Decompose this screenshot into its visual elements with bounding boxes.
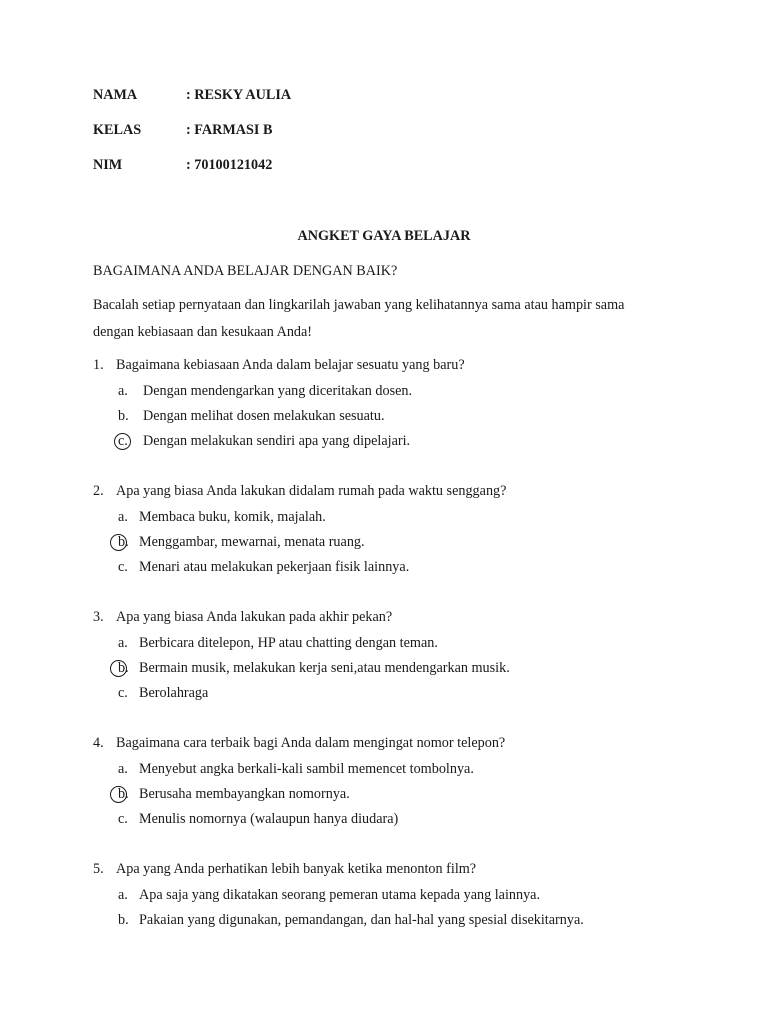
option-letter: c.	[118, 559, 128, 575]
option-letter: c.	[118, 811, 128, 827]
option-letter: a.	[118, 509, 128, 525]
option-text: Berusaha membayangkan nomornya.	[139, 786, 350, 802]
option-letter: b.	[118, 534, 129, 550]
option-text: Menulis nomornya (walaupun hanya diudara)	[139, 811, 399, 827]
option-text: Dengan melakukan sendiri apa yang dipelajari.	[143, 433, 411, 449]
option-text: Apa saja yang dikatakan seorang pemeran utama kepada yang lainnya.	[139, 887, 541, 903]
option-text: Bermain musik, melakukan kerja seni,atau mendengarkan musik.	[139, 660, 510, 676]
option-letter: c.	[118, 433, 128, 449]
identity-nama-value: : RESKY AULIA	[186, 87, 292, 103]
option-letter: c.	[118, 685, 128, 701]
option-text: Menggambar, mewarnai, menata ruang.	[139, 534, 365, 550]
identity-kelas-row	[93, 122, 272, 139]
question-number: 5.	[93, 861, 104, 877]
option-text: Dengan mendengarkan yang diceritakan dosen.	[143, 383, 413, 399]
option-text: Dengan melihat dosen melakukan sesuatu.	[143, 408, 385, 424]
document-subtitle: BAGAIMANA ANDA BELAJAR DENGAN BAIK?	[93, 263, 398, 279]
option-letter: a.	[118, 887, 128, 903]
question-text: Apa yang Anda perhatikan lebih banyak ketika menonton film?	[116, 861, 477, 877]
identity-nama-label: NAMA	[93, 87, 138, 103]
option-letter: b.	[118, 786, 129, 802]
option-text: Menari atau melakukan pekerjaan fisik lainnya.	[139, 559, 410, 575]
question-text: Bagaimana cara terbaik bagi Anda dalam mengingat nomor telepon?	[116, 735, 506, 751]
answer-circle-mark	[110, 660, 127, 677]
answer-circle-mark	[114, 433, 131, 450]
option-letter: b.	[118, 408, 129, 424]
question-text: Apa yang biasa Anda lakukan didalam rumah pada waktu senggang?	[116, 483, 507, 499]
option-text: Berbicara ditelepon, HP atau chatting dengan teman.	[139, 635, 438, 651]
identity-kelas-label: KELAS	[93, 122, 142, 138]
option-text: Berolahraga	[139, 685, 209, 701]
document-title: ANGKET GAYA BELAJAR	[297, 228, 471, 244]
question-text: Apa yang biasa Anda lakukan pada akhir pekan?	[116, 609, 393, 625]
identity-nim-row	[93, 157, 272, 174]
option-letter: a.	[118, 635, 128, 651]
identity-nama-row	[93, 87, 291, 104]
question-number: 1.	[93, 357, 104, 373]
option-text: Membaca buku, komik, majalah.	[139, 509, 326, 525]
question-number: 3.	[93, 609, 104, 625]
instruction-line-2: dengan kebiasaan dan kesukaan Anda!	[93, 324, 313, 340]
option-text: Pakaian yang digunakan, pemandangan, dan hal-hal yang spesial disekitarnya.	[139, 912, 584, 928]
option-letter: b.	[118, 660, 129, 676]
question-number: 2.	[93, 483, 104, 499]
instruction-line-1: Bacalah setiap pernyataan dan lingkarilah jawaban yang kelihatannya sama atau hampir sama	[93, 297, 625, 313]
question-number: 4.	[93, 735, 104, 751]
option-text: Menyebut angka berkali-kali sambil memencet tombolnya.	[139, 761, 474, 777]
identity-nim-label: NIM	[93, 157, 123, 173]
option-letter: b.	[118, 912, 129, 928]
question-text: Bagaimana kebiasaan Anda dalam belajar sesuatu yang baru?	[116, 357, 465, 373]
identity-kelas-value: : FARMASI B	[186, 122, 273, 138]
identity-nim-value: : 70100121042	[186, 157, 273, 173]
option-letter: a.	[118, 761, 128, 777]
answer-circle-mark	[110, 534, 127, 551]
option-letter: a.	[118, 383, 128, 399]
answer-circle-mark	[110, 786, 127, 803]
